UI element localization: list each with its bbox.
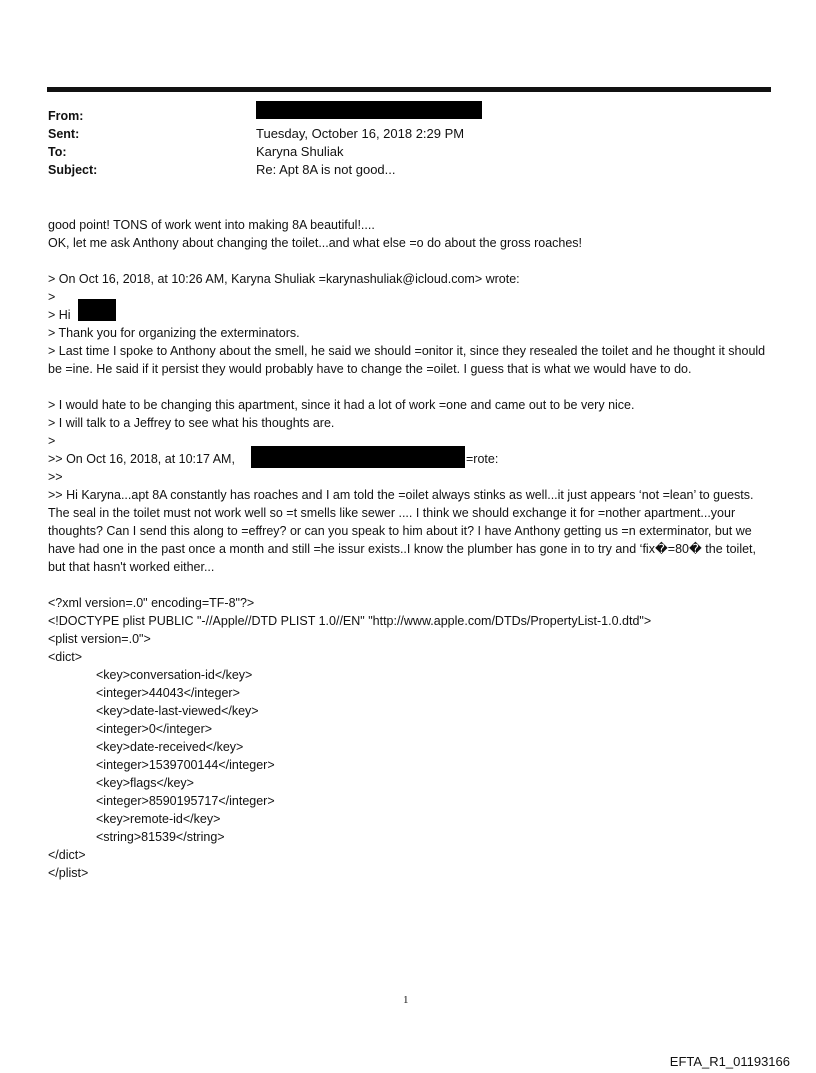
plist-line: <integer>44043</integer> [96, 686, 240, 700]
plist-line: <plist version=.0"> [48, 632, 151, 646]
plist-line: </dict> [48, 848, 86, 862]
plist-line: <key>date-last-viewed</key> [96, 704, 259, 718]
quote-paragraph: > Last time I spoke to Anthony about the smell, he said we should =onitor it, since they resealed the toilet and he thought it should be =ine. He said if it persist they would probably have to change the =oilet. I guess that is what we would have to do. [48, 344, 766, 376]
plist-line: <key>date-received</key> [96, 740, 244, 754]
sent-value: Tuesday, October 16, 2018 2:29 PM [256, 126, 465, 141]
plist-line: <key>remote-id</key> [96, 812, 221, 826]
page-number: 1 [403, 994, 409, 1006]
from-label: From: [48, 109, 84, 123]
sent-label: Sent: [48, 127, 80, 141]
from-redaction [256, 101, 482, 119]
to-label: To: [48, 145, 67, 159]
quote-line: > I will talk to a Jeffrey to see what his thoughts are. [48, 416, 335, 430]
quote-line: > [48, 434, 56, 448]
header-rule [47, 87, 771, 92]
quote-line: > [48, 290, 56, 304]
plist-line: </plist> [48, 866, 89, 880]
plist-line: <integer>0</integer> [96, 722, 213, 736]
plist-line: <dict> [48, 650, 83, 664]
quote-line: > Thank you for organizing the exterminators. [48, 326, 300, 340]
body-line-1: good point! TONS of work went into making 8A beautiful!.... [48, 218, 375, 232]
plist-line: <key>conversation-id</key> [96, 668, 253, 682]
plist-line: <integer>8590195717</integer> [96, 794, 275, 808]
quote-header-1: > On Oct 16, 2018, at 10:26 AM, Karyna Shuliak =karynashuliak@icloud.com> wrote: [48, 272, 520, 286]
subject-value: Re: Apt 8A is not good... [256, 162, 396, 177]
quote-paragraph-2: >> Hi Karyna...apt 8A constantly has roaches and I am told the =oilet always stinks as well...it just appears ‘not =lean’ to guests. The seal in the toilet must not work well so =t smells like sewer .... I think we should exchange it for =nother apartment...your thoughts? Can I send this along to =effrey? or can you speak to him about it? I have Anthony getting us =n exterminator, but we have had one in the past once a month and still =he issur exists..I know the plumber has gone in to try and ‘fix�=80� the toilet, but that hasn't worked either... [48, 488, 756, 574]
sender-redaction [251, 446, 465, 468]
document-id: EFTA_R1_01193166 [669, 1054, 790, 1069]
quote-header-2: >> On Oct 16, 2018, at 10:17 AM, [48, 452, 235, 466]
subject-label: Subject: [48, 163, 98, 177]
quote-greeting: > Hi [48, 308, 71, 322]
quote-line: >> [48, 470, 63, 484]
plist-line: <?xml version=.0" encoding=TF-8"?> [48, 596, 255, 610]
to-value: Karyna Shuliak [256, 144, 344, 159]
plist-line: <integer>1539700144</integer> [96, 758, 275, 772]
greeting-redaction [78, 299, 116, 321]
quote-line: > I would hate to be changing this apartment, since it had a lot of work =one and came out to be very nice. [48, 398, 635, 412]
body-line-2: OK, let me ask Anthony about changing the toilet...and what else =o do about the gross roaches! [48, 236, 583, 250]
plist-line: <string>81539</string> [96, 830, 225, 844]
plist-line: <!DOCTYPE plist PUBLIC "-//Apple//DTD PLIST 1.0//EN" "http://www.apple.com/DTDs/PropertyList-1.0.dtd"> [48, 614, 652, 628]
quote-header-2-tail: =rote: [466, 452, 499, 466]
plist-line: <key>flags</key> [96, 776, 194, 790]
